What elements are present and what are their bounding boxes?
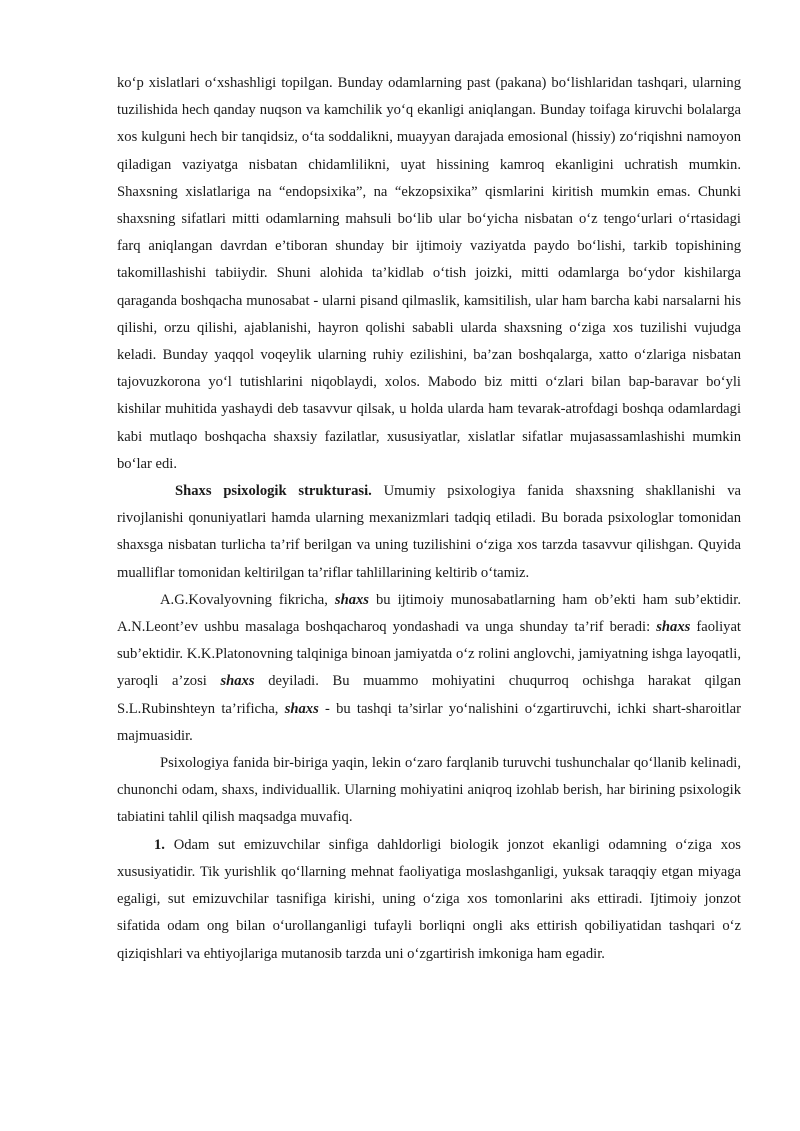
paragraph-definitions <box>117 587 741 750</box>
term-shaxs: shaxs <box>334 591 369 608</box>
text-run: deyiladi. Bu muammo mohiyatini chuqurroq ochishga harakat qilgan S.L.Rubinshteyn ta’rificha, <box>117 673 741 717</box>
paragraph-dwarfs: koʻp xislatlari oʻxshashligi topilgan. Bunday odamlarning past (pakana) boʻlishlaridan tashqari, ularning tuzilishida hech qanday nuqson va kamchilik yoʻq ekanligi aniqlangan. Bunday toifaga kiruvchi bolalarga xos kulguni hech bir tanqidsiz, oʻta soddalikni, muayyan darajada emosional (hissiy) zoʻriqishni namoyon qiladigan vaziyatga nisbatan chidamlilikni, uyat hissining kamroq ekanligini uchratish mumkin. Shaxsning xislatlariga na “endopsixika”, na “ekzopsixika” qismlarini kiritish mumkin emas. Chunki shaxsning sifatlari mitti odamlarning mahsuli boʻlib ular boʻyicha nisbatan oʻz tengoʻurlari oʻrtasidagi farq aniqlangan davrdan e’tiboran shunday bir ijtimoiy vaziyatda paydo boʻlishi, tarkib topishining takomillashishi tabiiydir. Shuni alohida ta’kidlab oʻtish joizki, mitti odamlarga boʻydor kishilarga qaraganda boshqacha munosabat - ularni pisand qilmaslik, kamsitilish, ular ham barcha kabi narsalarni his qilishi, orzu qilishi, ajablanishi, hayron qolishi sababli ularda shaxsning oʻziga xos tuzilishi vujudga keladi. Bunday yaqqol voqeylik ularning ruhiy ezilishini, ba’zan boshqalarga, xatto oʻzlariga nisbatan tajovuzkorona yoʻl tutishlarini niqoblaydi, xolos. Mabodo biz mitti oʻzlari bilan bap-baravar boʻyli kishilar muhitida yashaydi deb tasavvur qilsak, u holda ularda ham tevarak-atrofdagi boshqa odamlardagi kabi mutlaqo boshqacha shaxsiy fazilatlar, xususiyatlar, xislatlar sifatlar mujasassamlashishi mumkin boʻlar edi. <box>117 75 741 472</box>
numbered-item-1 <box>117 832 741 968</box>
term-shaxs: shaxs <box>656 619 691 636</box>
section-heading: Shaxs psixologik strukturasi. <box>175 483 372 500</box>
numbered-item-text: Odam sut emizuvchilar sinfiga dahldorligi biologik jonzot ekanligi odamning oʻziga xos xususiyatidir. Tik yurishlik qoʻllarning mehnat faoliyatiga moslashganligi, yuksak taraqqiy etgan miyaga egaligi, sut emizuvchilar tasnifiga kirishi, uning oʻziga xos tomonlarini aks ettiradi. Ijtimoiy jonzot sifatida odam ong bilan oʻurollanganligi tufayli borliqni ongli aks ettirish qobiliyatidan tashqari oʻz qiziqishlari va ehtiyojlariga mutanosib tarzda uni oʻzgartirish imkoniga ham egadir. <box>117 836 741 962</box>
text-run: bu ijtimoiy munosabatlarning ham ob’ekti ham sub’ektidir. A.N.Leont’ev ushbu masalaga boshqacharoq yondashadi va unga shunday ta’rif beradi: <box>117 591 742 636</box>
document-page <box>117 70 741 968</box>
paragraph-structure <box>117 478 741 587</box>
text-run: - bu tashqi ta’sirlar yoʻnalishini oʻzgartiruvchi, ichki shart-sharoitlar majmuasidir. <box>117 700 741 744</box>
text-run: A.G.Kovalyovning fikricha, <box>160 591 335 608</box>
paragraph-structure-text: Umumiy psixologiya fanida shaxsning shakllanishi va rivojlanishi qonuniyatlari hamda ularning mexanizmlari tadqiq etiladi. Bu borada psixologlar tomonidan shaxsga nisbatan turlicha ta’rif berilgan va uning tuzilishini oʻziga xos tarzda tasavvur qilishgan. Quyida mualliflar tomonidan keltirilgan ta’riflar tahlillarining keltirib oʻtamiz. <box>117 483 741 581</box>
term-shaxs: shaxs <box>284 700 319 717</box>
term-shaxs: shaxs <box>220 673 255 690</box>
paragraph-concepts: Psixologiya fanida bir-biriga yaqin, lekin oʻzaro farqlanib turuvchi tushunchalar qoʻllanib kelinadi, chunonchi odam, shaxs, individuallik. Ularning mohiyatini aniqroq izohlab berish, har birining psixologik tabiatini tahlil qilish maqsadga muvafiq. <box>117 755 741 826</box>
text-run: faoliyat sub’ektidir. K.K.Platonovning talqiniga binoan jamiyatda oʻz rolini anglovchi, jamiyatning ishga layoqatli, yaroqli a’zosi <box>117 619 741 690</box>
list-number: 1. <box>154 836 165 853</box>
